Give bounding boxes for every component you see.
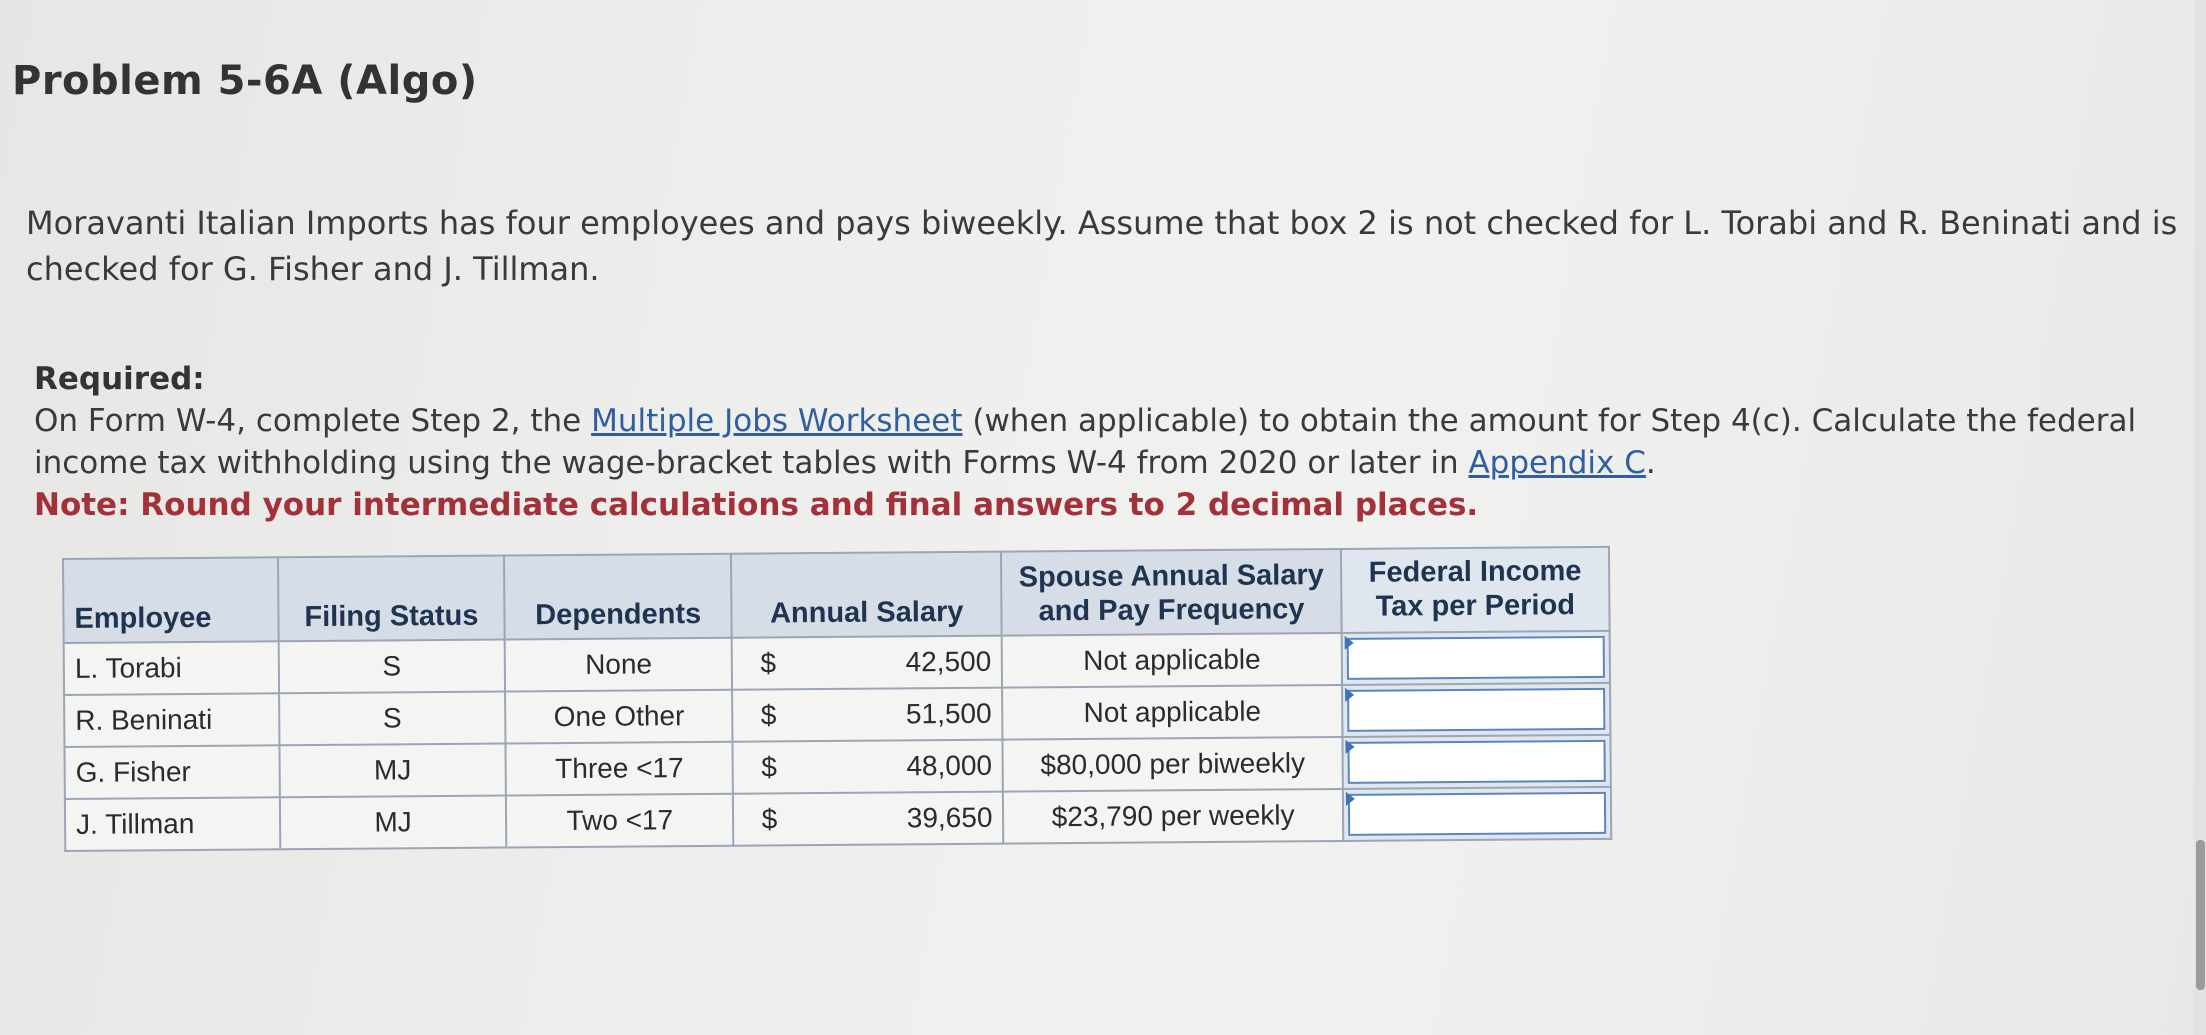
cell-filing-status: S (279, 692, 506, 746)
header-dependents: Dependents (504, 554, 732, 640)
federal-tax-input-beninati[interactable] (1347, 688, 1606, 732)
employee-table (62, 546, 1612, 852)
required-text-1: On Form W-4, complete Step 2, the (34, 403, 592, 439)
required-label: Required: (34, 361, 205, 397)
page-scrollbar[interactable] (2194, 0, 2206, 1035)
problem-title: Problem 5-6A (Algo) (12, 58, 478, 104)
input-flag-icon (1346, 792, 1355, 806)
cell-annual-salary: 51,500 (804, 688, 1003, 742)
federal-tax-input-fisher[interactable] (1347, 740, 1606, 784)
cell-dependents: Three <17 (506, 742, 733, 796)
cell-spouse-salary: Not applicable (1002, 685, 1342, 740)
employee-table-container (62, 546, 1612, 870)
scrollbar-thumb[interactable] (2196, 840, 2205, 990)
header-federal-income-tax: Federal Income Tax per Period (1341, 547, 1610, 633)
rounding-note: Note: Round your intermediate calculations and final answers to 2 decimal places. (34, 487, 1479, 523)
cell-employee: G. Fisher (64, 745, 279, 799)
required-text-3: . (1645, 445, 1656, 481)
cell-spouse-salary: Not applicable (1002, 633, 1342, 688)
cell-filing-status: MJ (279, 744, 506, 798)
cell-annual-salary: 39,650 (804, 792, 1003, 846)
cell-annual-salary: 42,500 (803, 636, 1002, 690)
input-flag-icon (1344, 636, 1353, 650)
federal-tax-input-wrapper (1347, 740, 1606, 784)
federal-tax-input-wrapper (1348, 792, 1607, 836)
cell-annual-salary: 48,000 (804, 740, 1003, 794)
cell-dependents: Two <17 (506, 794, 733, 848)
cell-employee: J. Tillman (65, 797, 280, 851)
federal-tax-input-tillman[interactable] (1348, 792, 1607, 836)
cell-currency: $ (733, 741, 805, 794)
header-annual-salary: Annual Salary (731, 552, 1002, 638)
header-spouse-salary: Spouse Annual Salary and Pay Frequency (1001, 549, 1341, 636)
cell-federal-tax (1341, 631, 1610, 685)
table-header-row (63, 547, 1610, 643)
required-section (34, 358, 2194, 526)
cell-filing-status: MJ (280, 796, 507, 850)
cell-federal-tax (1342, 735, 1611, 789)
cell-currency: $ (733, 793, 805, 846)
header-filing-status: Filing Status (278, 556, 505, 642)
table-row (65, 787, 1611, 851)
cell-spouse-salary: $80,000 per biweekly (1003, 737, 1343, 792)
cell-spouse-salary: $23,790 per weekly (1003, 789, 1343, 844)
cell-dependents: One Other (505, 690, 732, 744)
cell-federal-tax (1343, 787, 1612, 841)
federal-tax-input-torabi[interactable] (1346, 636, 1605, 680)
cell-currency: $ (732, 689, 804, 742)
federal-tax-input-wrapper (1347, 688, 1606, 732)
header-employee: Employee (63, 557, 278, 643)
problem-intro: Moravanti Italian Imports has four employees and pays biweekly. Assume that box 2 is not checked for L. Torabi and R. Beninati and is checked for G. Fisher and J. Tillman. (26, 204, 2178, 288)
required-text-2: (when applicable) to obtain the amount for Step 4(c). Calculate the federal income tax withholding using the wage-bracket tables with Forms W-4 from 2020 or later in (34, 403, 2137, 481)
cell-currency: $ (732, 637, 804, 690)
cell-employee: R. Beninati (64, 693, 279, 747)
appendix-c-link[interactable]: Appendix C (1468, 445, 1646, 481)
cell-dependents: None (505, 638, 732, 692)
input-flag-icon (1345, 740, 1354, 754)
federal-tax-input-wrapper (1346, 636, 1605, 680)
input-flag-icon (1345, 688, 1354, 702)
multiple-jobs-worksheet-link[interactable]: Multiple Jobs Worksheet (591, 403, 963, 439)
cell-federal-tax (1342, 683, 1611, 737)
cell-filing-status: S (278, 640, 505, 694)
cell-employee: L. Torabi (64, 641, 279, 695)
